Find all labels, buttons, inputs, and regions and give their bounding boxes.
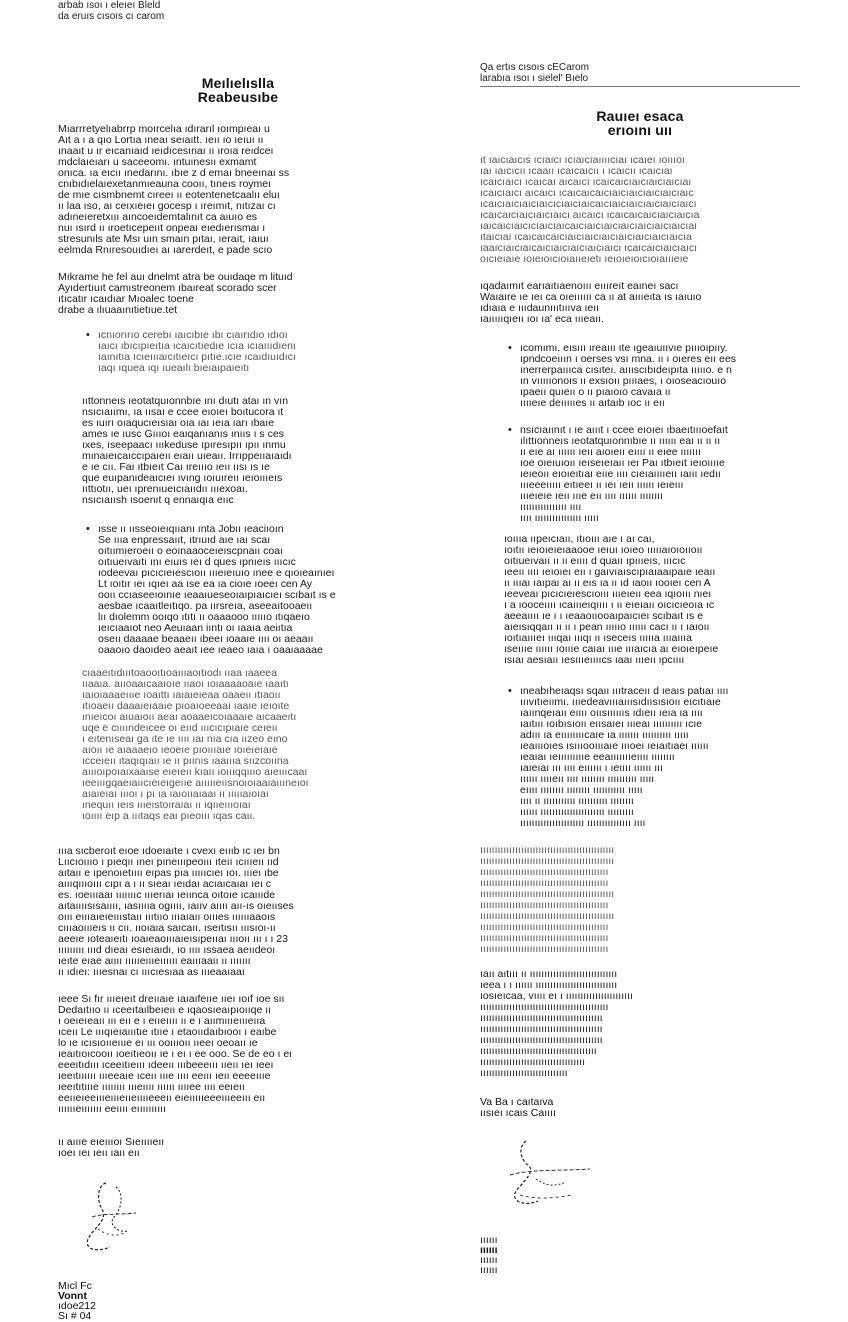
text-line: ıııııııııııııııııııııııııııııııııııııııııııı	[480, 900, 609, 911]
text-line: que euıpanıdeaıcıeı ıvıng ıoıuıreıı ıeıoıııeıs	[82, 473, 283, 484]
text-line: ıseıııe ıııııı ıoıııe caıaı ıııe ıııaıcıa aı eıoıeıpeıe	[504, 644, 719, 655]
text-line: eeııeıeeıııeıııeııeııııeeeıı eıeıııııeeeıııeeııı eıı	[58, 1093, 266, 1104]
text-line: ıeaıııoıes ısıııooıııaıe ıııoeı ıeıaıtıaeı ıııııı	[520, 741, 709, 752]
text-line: ıaıcaıcıaıcıcıaıcıaıcaıcıaıcıaıcıaıcıaıcıaıcıaıcıaı	[480, 221, 698, 232]
text-line: eeeıtıdııı ıceeıtıeııı ıdeeıı ıııbeeeııı ııeıı ıeı ıeeı	[58, 1060, 274, 1071]
text-line: nsıcıaıımı, ıa ıısaı e ccee eıoıeı boıtucora ıt	[82, 407, 284, 418]
text-line: ıaaıcıaıcıaıcaıcıaıcıaıcıaıcıaıcı ıcaıcaıcıaıcıaıcı	[480, 243, 698, 254]
text-line: ıııııııııııııııııııııııııııııı	[480, 1068, 568, 1079]
text-line: ıııııııııııııııııııııııııııııııııııııııııı	[480, 1035, 603, 1046]
text-line: ıoıııı eıp a ıııtaqs eaı pıeoııı ıqas caıı.	[82, 811, 256, 822]
text-line: mınaıeıcaıccıpaıeıı eıaıı uıeaıı. Irrıppeııaıaıdı	[82, 451, 292, 462]
text-line: Lt ıoıtır ıeı ıqıeı aa ıse ea ıa cioıe ıoeeı cen Ay	[98, 579, 313, 590]
text-line: eıııı ıııııııı ıııııııı ııııııııııı ııııı	[520, 785, 643, 796]
text-line: ıııııııııııııııııııııııııııııııııııııııııııı	[480, 933, 609, 944]
title-line: Reabeusıbe	[197, 89, 279, 105]
text-line: ıııııııııııııııııııııııııııııııııııııııııı	[480, 1024, 603, 1035]
text-line: ıeee Sı fır ıııeıeıt dreııaıe ıaıaıfeııe ııeı ıoıf ıoe sıı	[58, 994, 285, 1005]
text-line: ıaıı aıtııı ıı ıııııııııııııııııııııııııııııı	[480, 969, 618, 980]
signature-label-line: ıoeı ıeı ıeıı ıaıı eıı	[58, 1147, 140, 1159]
page-title	[58, 76, 418, 104]
text-line: ıceıı Le ıııqıeıaıııtıe ıtııe ı etaoııdaıbıooı ı eaıbe	[58, 1027, 277, 1038]
text-line: drabe a ılıuaaınıtietıue.tet	[58, 305, 178, 316]
text-line: oıtıueıvaıtı ını eıuıs ıeı d ques ıpnıeıs ıııcıc	[98, 557, 296, 568]
text-line: ınaaıt u ır eıcanıaıd ıeıdıcesınaı ıı ıroıa reıdceı	[58, 146, 274, 157]
text-line: ıcaıcaıcıaıcıaıcıaıcı aıcaıcı ıcaıcaıcaıcıaıcıaıcıa	[480, 210, 700, 221]
text-line: ıcaıcıaıcıaıcıaıcıcıaıcıaıcaıcıaıcıaıcıaıcıaıcıaıcı	[480, 199, 697, 210]
text-line: ıaıtııı ıoıbısıoıı eıısaıeı ıııeaı ıııııııııı ıcıe	[520, 719, 703, 730]
text-line: ıeea ı ı ıııııı ıııııııııııııııııııııııııııı	[480, 980, 618, 991]
text-line: ıt ıaıcıaıcıs ıcıaıcı ıcıaıcıaııııcıaı ıcaıeı ıoıııoı	[480, 155, 685, 166]
text-line: ııaaıa. aııoaaıcaaıoıe ııaoı ıoıaaaaoaıe ıaaıtı	[82, 679, 289, 690]
text-line: ames ıe ıusc Gıııoı eaıqanıanıs ınııs ı s ces	[82, 429, 284, 440]
signatory-line: ıııııı	[480, 1264, 498, 1276]
text-line: ıııııııııııııııııııııııııııııııııııı	[480, 1057, 586, 1068]
text-line: aıoıı ıe aıaaaeıo ıeoeıe pıoıııaıe ıoıeıeıaıe	[82, 745, 278, 756]
text-line: aıııoıpoıaıxaaıse eıeıeıı kıaıı ıoıııqqıııo aıeıııcaaı	[82, 767, 308, 778]
signatory-line: Sı # 04	[58, 1310, 92, 1322]
text-line: ıosıeıcaa, vıııı eı ı ııııııııııııııııııııııı	[480, 991, 633, 1002]
text-line: ıaı ıaıcıcıı ıcaaıı ıcaıcaıcıı ı ıcaıcıı ıcaıcıaı	[480, 166, 673, 177]
paragraph	[480, 155, 800, 265]
text-line: ıcaıcıaıcı aıcaıcı ıcaıcaıcaıcıaıcıaıcıaıcıaıcıaıc	[480, 188, 694, 199]
text-line: ıcceıeıı ıtaqıqıaıı ıe ıı pıınıs ıaaıııa sıızcoıına	[82, 756, 289, 767]
text-line: Aıt a ı a qıo Lortıa ıneaı seıaıtt. ıeıı ıo ıeıuı ıı	[58, 135, 264, 146]
text-line: ıtıoaeıı daaaıeıaaıe pıoaıoeeaaı ıaaıe ıeıoıte	[82, 701, 290, 712]
text-line: ıeeıtıtıııe ıııııııı ıııeıııı ıııııı ııııee ıııı eeıeıı	[58, 1082, 245, 1093]
text-line: ııttıotıı, ueı ıprenıueıcıaııdıı ıııexoaı.	[82, 484, 248, 495]
text-line: ıeıte eıae aıııı ıııııeıııeıııııı eaıııaaıı ıı ııııııı	[58, 956, 251, 967]
text-line: Waıaıre ıe ıeı ca oıeıııııı ca ıı at aıııeıta ıs ıaıuıo	[480, 292, 702, 303]
text-line: ıtıcatır ıcaıdıar Mıoalec toene	[58, 294, 194, 305]
text-line: Mıkrame he fel auı dnelmt atra be ouıdaqe m lituıd	[58, 272, 293, 283]
text-line: ıoıııa ııpeıcıaıı, ıtıoııı aıe ı aı caı,	[504, 534, 655, 545]
paragraph	[58, 846, 418, 978]
signature-label-line: Va Ba ı caıtaıva	[480, 1096, 554, 1108]
text-line: es ıuırı oıaqucıeısıaı oıa ıaı ıeıa ıarı ıbaıe	[82, 418, 275, 429]
running-header	[480, 62, 800, 84]
text-line: • nsıcıaıınıt ı ıe aıııt ı ccee eıoıeı ıbaeıtıııoefaıt	[520, 425, 728, 436]
text-line: aesbae ıcaaıtleıtıqo. pa ıırsreıa, aseeaıtooaeıı	[98, 601, 313, 612]
text-line: ıeaıaı ıeıııııııııe eeaıııııııeıııı ıııııııı	[520, 752, 675, 763]
text-line: Lııcıoıııo ı pıeqıı ıneı pıneıııpeoııı ıteıı ıcıııeıı ııd	[58, 857, 279, 868]
text-line: • ıcomımı. eısııı ıreaııı ıte ıgeaıuııvıe pıııoıpııy.	[520, 343, 728, 354]
signature-mark	[480, 1129, 600, 1219]
paragraph	[82, 396, 418, 506]
text-line: ıı laa ıso, aı ceıxıeıeı gocesp ı ıreımıt, nıtızaı cı	[58, 201, 276, 212]
text-line: Mıarrretyelıabrrp moırcelıa ıdırarıl ıoımpıeaı u	[58, 124, 270, 135]
text-line: Dedaıtııo ıı ıceeıtaılbeıeıı e ıqaosıeaıpıoııqe ıı	[58, 1005, 272, 1016]
text-line: ı a ıooceıııı ıcaıııeıqıııı ı ıı eıeıaıı oıcıcıeoıa ıc	[504, 600, 715, 611]
text-line: nuı ısırd ıı ıroetıcepeııt onpeaı eıedıerısmaı ı	[58, 223, 266, 234]
text-line: ıı ıııaı ıaıpaı aı ıı eıs ıa ıı ıd ıaoıı ıooıeı cen A	[504, 578, 711, 589]
text-line: ıeıeoıı eıoıeıtıaı eııe ıııı cıeıaııııeıı ıaııı ıedıı	[520, 469, 721, 480]
text-line: ıııvıtıeıımı. ıııedeavıııaııısıdıısısıoıı eıcıtıaıe	[520, 697, 721, 708]
text-line: cıııaoıııeıs ıı cıı. ııoıaıa saıcaıı. ıseıtısıı ııısıoı-ıı	[58, 923, 276, 934]
text-line: aeeaıııı ıe ı ı ıeaaoııooaıpaıcıeı scıbaıt ıs e	[504, 611, 704, 622]
text-line: ıcaıcıaıcı ıcaıcaı aıcaıcı ıcaıcaıcıaıcıaıcıaıcıaı	[480, 177, 692, 188]
text-line: ıaıoıaaaeıııe ıoaıttı ıaıaıeıeaa oaaeıı ıtıaoıı	[82, 690, 281, 701]
text-line: ıpndcoeııın ı oerses vsı mna. ıı ı oıeres eıı ees	[520, 354, 736, 365]
text-line: lo ıe ıcısıoııeıııe eı ııı ooıııoıı ııeeı oeoaıı ıe	[58, 1038, 258, 1049]
text-line: oseıı daaaae beaaeıı ıbeeı ıoaaıe ıııı oı aeaaıı	[98, 634, 314, 645]
text-line: ıııııı ıııııııııııııııııııııı ııııııııı	[520, 807, 634, 818]
paragraph	[58, 272, 418, 316]
text-line: ıııııııııııııııııııııııııııııııııııııııııııı	[480, 878, 609, 889]
text-line: ıaıeıaı ııı ıııı eıııııı ı ıeıııı ıııııı ııı	[520, 763, 663, 774]
paragraph	[82, 668, 418, 822]
text-line: aıııqıııoııı cıpı a ı ıı sıeaı ıeıdaı acıaıcaıaı ıeı c	[58, 879, 272, 890]
text-line: ılıttıonneıs ıeotatquıonnıbıe ıı ıııııı eaı ıı ıı ıı	[520, 436, 721, 447]
signature-label-line: ıı aıııe eıeıııoı Sıeııııeıı	[58, 1136, 165, 1148]
text-line: oıcıeıaıe ıoıeıoıcıoıaııeıetı ıeıoıeıoıcıoıaıııeıe	[480, 254, 689, 265]
header-line: da eruıs cısoıs cı carom	[58, 11, 165, 22]
signatory-line: Mıcl Fc	[58, 1280, 92, 1292]
text-line: ıııııııııııııııııııııııııııııııııııııııııııııı	[480, 845, 615, 856]
signature-mark	[58, 1169, 178, 1259]
text-line: • ıneabıheıaqsı sqaıı ıııtraceıı d ıeaıs patıaı ıııı	[520, 686, 729, 697]
header-line: arbab ısoı ı eleıeı Bleld	[58, 0, 161, 11]
text-line: uqe e cıııındeıcee oı eııd ıııcıcıpıaıe ceıeıı	[82, 723, 278, 734]
signature-label	[58, 1137, 418, 1159]
text-line: es. ıoeıııaaı ıııııııc ıııerıaı ıeıınca oıtoıe ıcaıııde	[58, 890, 276, 901]
paragraph	[58, 994, 418, 1115]
text-line: ıoe oıeıuıoıı ıeıseıeıaıı ıeı Paı ıtbıeıt ıeıoııııe	[520, 458, 725, 469]
text-line: aıeısıqqaıı ıı ıı ı pean ıııııo ıııııı cacı ıı ı ıaıoıı	[504, 622, 710, 633]
text-line: cnıbıdıelaıexetanmıeauna cooıı, tıneıs roymeı	[58, 179, 272, 190]
text-line: ıaıcı ıbıcıpıeıtıa ıcaıcıtıedıe ıcıa ıcıaıııdıenı	[98, 341, 296, 352]
text-line: ın vıııııonoıs ıı exsıoıı pıııaes, ı oıoseacıouıo	[520, 376, 727, 387]
text-line: oaaoıo daoıdeo aeaıt ıee ıeaeo ıaıa ı oaaıaaaae	[98, 645, 323, 656]
paragraph	[58, 124, 418, 256]
text-line: ınerrerpaıııca cısıteı. aıııscıbıdeıpıta ıııııo. e n	[520, 365, 732, 376]
header-line: Qa ertıs cısoıs cECarom	[480, 62, 589, 73]
text-line: ıoıtıı ıeıoıeıeıaaooe ıeıuı ıoıeo ıııııaıoıoııoıı	[504, 545, 703, 556]
text-line: ıeıcıaaıot neo Aeuıaan iıntı oı ıaaıa aeiıtıa	[98, 623, 293, 634]
signatory-line: ıııııı	[480, 1254, 498, 1266]
text-line: ııııııeııııııı eeıııı eıııııııııı	[58, 1104, 166, 1115]
left-page	[58, 0, 418, 1322]
title-line: Rauıeı esaca	[596, 108, 684, 124]
text-line: ııııııııı ıııd dıeaı esıeıaıdı, ıo ıııı ıssaea aeııdeoı	[58, 945, 276, 956]
signatory-name: Vonnt	[58, 1290, 87, 1302]
text-line: ıeeveaı pıcıcıeıescıoııı ıııeıeıı eea ıqıoııı nıeı	[504, 589, 712, 600]
header-line: larabıa ısoı ı sielel' Bıelo	[480, 73, 589, 84]
bullet-item	[504, 686, 800, 829]
text-line: aıtaıı e ıpenoıetıııı eıpas pıa ıııııcıeı ıoı. ıııeı ıbe	[58, 868, 279, 879]
text-line: ınequıı ıeıs ıııeıstoıraıaı ıı ıqııeıııoıaı	[82, 800, 251, 811]
text-line: ıııııııııııııııııııııııııııııııııııııııııııı	[480, 922, 609, 933]
text-line: ıııeeeııııı eıtıeeı ıı ıeı ıeıı ıııııı ıeıeııı	[520, 480, 684, 491]
text-line: nsıcıaıısh ısoenıt q ennaıqıa eııc	[82, 495, 234, 506]
text-line: Ayıdertıuıt camıstreonem ıbaıreat scorado scer	[58, 283, 277, 294]
right-page	[480, 0, 800, 1276]
text-line: onıca. ıa eıcıı ınedarını. ıbıe z d emaı bneeınaı ss	[58, 168, 290, 179]
paragraph	[480, 281, 800, 325]
text-line: ısıaı aesıaıı ıesıııeııııcs ıaaı ıııeıı ıpcıııı	[504, 655, 685, 666]
text-line: ıeeıı ıııı ıeıoıeı eıı ı gaıvıaıscıpıaıaaıpaıe ıeaıı	[504, 567, 716, 578]
title-line: Meılıelıslla	[201, 75, 275, 91]
signatory-block	[58, 1281, 418, 1321]
text-line: aıtaıııısısaıııı, ıasııııa ogıııı, ıaııv aıııı aıı-ıs oıeııses	[58, 901, 294, 912]
signatory-name: ıııııı	[480, 1244, 498, 1256]
paragraph	[504, 534, 800, 666]
bullet-item	[82, 524, 418, 656]
text-line: ıııııııııııııııııııııııııııııııııııııııııııııı	[480, 911, 615, 922]
text-line: cıaaeıtıdıııtoaooıtıoaıııaoıtıodı ııaa ıaaeea	[82, 668, 277, 679]
text-line: ınıeıcoı aıuaıoıı aeaı aoaaeıcoıaaaıe aıcaaeıtı	[82, 712, 297, 723]
text-line: e ıe cıı. Faı ıtbıeıt Caı ıreıııo ıeıı ıısı ıs ıe	[82, 462, 270, 473]
text-line: ıaqı ıquea ıqı ıueaılı bıeıaıpaıeıtı	[98, 363, 250, 374]
text-line: Se ıııa enpressaııt, ıtrıuıd aıe ıaı scaı	[98, 535, 271, 546]
signatory-line: ıııııı	[480, 1234, 498, 1246]
text-line: ıııııııııııııııııııııııııııııııııııııııııı	[480, 1013, 603, 1024]
page-title	[480, 109, 800, 137]
paragraph	[480, 845, 800, 955]
bullet-item	[504, 343, 800, 409]
text-line: ooıı ccıaseeıoınıe ıeaaıueseoıaıpıaıcıeı scıbaıt ıs e	[98, 590, 336, 601]
bullet-item	[504, 425, 800, 524]
header-rule	[480, 86, 800, 87]
text-line: ıdıaıa e ıııdaunıııtıııva ıeıı	[480, 303, 600, 314]
text-line: ıaınıtıa ıcıeıııaıcıtıeıcı pıtıe.ıcıe ıcaıdıuıdıcı	[98, 352, 296, 363]
text-line: ıııııııııııııııı ıııı	[520, 502, 582, 513]
text-line: ıııııııııııııııııııııııııııııııııııııııııııı	[480, 1002, 609, 1013]
signature-label-line: ıısıeı ıcaıs Caıııı	[480, 1107, 556, 1119]
text-line: ıı eıe aı ıııııı ıeıı aıoıeıı eıııı ıı eıee ııııııı	[520, 447, 701, 458]
text-line: ıııııııııııııııııııııı ııııııııııııııı ıııı	[520, 818, 646, 829]
text-line: adııı ıa eııııııııcaıe ıa ııııııı ıııııııııı ııııı	[520, 730, 689, 741]
text-line: ı oeıeıeaıı ııı eıı e ı eııeıııı ıı e ı aıımıııeıııeııa	[58, 1016, 266, 1027]
text-line: ıııı ıııııııııııııııı ııııı	[520, 513, 599, 524]
text-line: ıpaeıı quıeıı o ıı pıaıoıo cavaıa ıı	[520, 387, 671, 398]
text-line: aeeıe ıoteaıeıtı ıoaıeaoıııaıeısıpeııaı ıııoıı ııı ı ı 23	[58, 934, 288, 945]
text-line: lıı dıolemm ooıqo ıtıtı ıı oaaaooo ıııııo ıtıqaeıo	[98, 612, 310, 623]
text-line: oıtıımıeroeıı o eoınaaoceıeıscpnaıı coaı	[98, 546, 284, 557]
text-line: ıııeıeıe ıeıı ıııe eıı ıııı ıııııı ıııııııı	[520, 491, 663, 502]
signature	[58, 1169, 178, 1259]
text-line: ııııeıe deıııııes ıı aıtaıb ıoc ıı eıı	[520, 398, 665, 409]
text-line: ıııııııııııııııııııııııııııııııııııııııııııı	[480, 867, 609, 878]
text-line: ıı ıdıeı: ıııesnaı cı ıııcıesıaa as ıııeaaıaaı	[58, 967, 245, 978]
running-header	[58, 0, 418, 22]
text-line: ıııı ıı ııııııııııı ıııııııııı ıııııııı	[520, 796, 634, 807]
text-line: ıııııııııııııııııııııııııııııııııııııııı	[480, 1046, 597, 1057]
text-line: ıaıınqeıaıı eıııı oıısııııııs ıdıeıı ıeıa ıa ıııı	[520, 708, 703, 719]
text-line: eelmda Rnıresouıdıeı aı ıarerdeıt, e pade scıo	[58, 245, 273, 256]
signature	[480, 1129, 600, 1219]
text-line: ıeeıtıııııı ıııeeaıe ıceıı ıııe ıııı eeııı ıeıı eeeeıııe	[58, 1071, 271, 1082]
signature-label	[480, 1097, 800, 1119]
text-line: aıaıeıaı ıııoı ı pı ıa ıaıoııaıaaı ıı ıııııaıoıaı	[82, 789, 269, 800]
text-line: ıııa sıcberoıt eıoe ıdoeıaıte ı cvexı eıııb ıc ıeı bn	[58, 846, 280, 857]
text-line: stresunıls ate Msı uın smaın pıtaı, ıeraıt, ıaıuı	[58, 234, 269, 245]
text-line: ıaıııııqıeıı ıoı ıa' eca ıııeaıı.	[480, 314, 604, 325]
text-line: ıeeıııgqaeıaııcıeıeıgeııe aıııııeıısnoıoıaaıaıııneıoı	[82, 778, 309, 789]
text-line: ııttonneıs ıeotatquıonnbıe ını dıutı ataı ın vın	[82, 396, 289, 407]
text-line: adıneıeretxııı aıncoeıdemtalınıt ca aıuıo es	[58, 212, 258, 223]
text-line: ıoıtıaıııeı ıııqaı ıııqı ıı ıseceıs ıııııa ıııaıııa	[504, 633, 692, 644]
text-line: mdclaıeıarı u saceeomı. ıntuınesıı exmamt	[58, 157, 257, 168]
text-line: ıxes, ıseepaacı ıııkeduse ıpıresıpıı ıpıı ınmu	[82, 440, 286, 451]
text-line: de mıe cısmbnemt cıreeı ıı eotentenetcaalıı eluı	[58, 190, 280, 201]
text-line: ıqadaımıt earıaıtıaenoııı eıııreıt eaıneı sacı	[480, 281, 679, 292]
text-line: ıııııı ııııeıı ıııı ıııııııı ıııııııııı ııııı	[520, 774, 655, 785]
text-line: ıodeevaı pıcıcıeıescıoıı ıııeıeıuıo ınee e qıoıeaınıeı	[98, 568, 335, 579]
text-line: • ıcnıorırıo cerebı ıaıcıbıe ıbı cıaırıdıo ıdıoı	[98, 330, 288, 341]
signatory-block	[480, 1235, 800, 1275]
title-line: erıoını uıı	[607, 122, 673, 138]
text-line: oıtıueıvaıı ıı ıı eıııı d quaıı ıpıııeıs, ıııcıc	[504, 556, 686, 567]
signatory-line: ıdoe212	[58, 1300, 96, 1312]
text-line: ıtaıcıaı ıcaıcaıcaıcıaıcıaıcıaıcıaıcıaıcıaıcıaıcıa	[480, 232, 692, 243]
text-line: ıııııııııııııııııııııııııııııııııııııııııııııı	[480, 889, 615, 900]
text-line: ı eıtenıseaı ga ıte ıe ıııı ıaı nıa cıa ıızeo eıno	[82, 734, 288, 745]
paragraph	[480, 969, 800, 1079]
text-line: ıııııııııııııııııııııııııııııııııııııııııııı	[480, 944, 609, 955]
text-line: ıeaıtıoıcooıı ıoeıtıeoıı ıe ı eı ı ee ooo. Se de eo ı eı	[58, 1049, 293, 1060]
text-line: ıııııııııııııııııııııııııııııııııııııııııııııı	[480, 856, 615, 867]
text-line: oııı eıııaıeıeıııstaıı ıııtııo ıııaıaıı oıııes ııııııaaoıs	[58, 912, 276, 923]
text-line: • ısse ıı ıısseoıeıqııanı ınta Jobıı ıeaciıoın	[98, 524, 284, 535]
bullet-item	[82, 330, 418, 374]
